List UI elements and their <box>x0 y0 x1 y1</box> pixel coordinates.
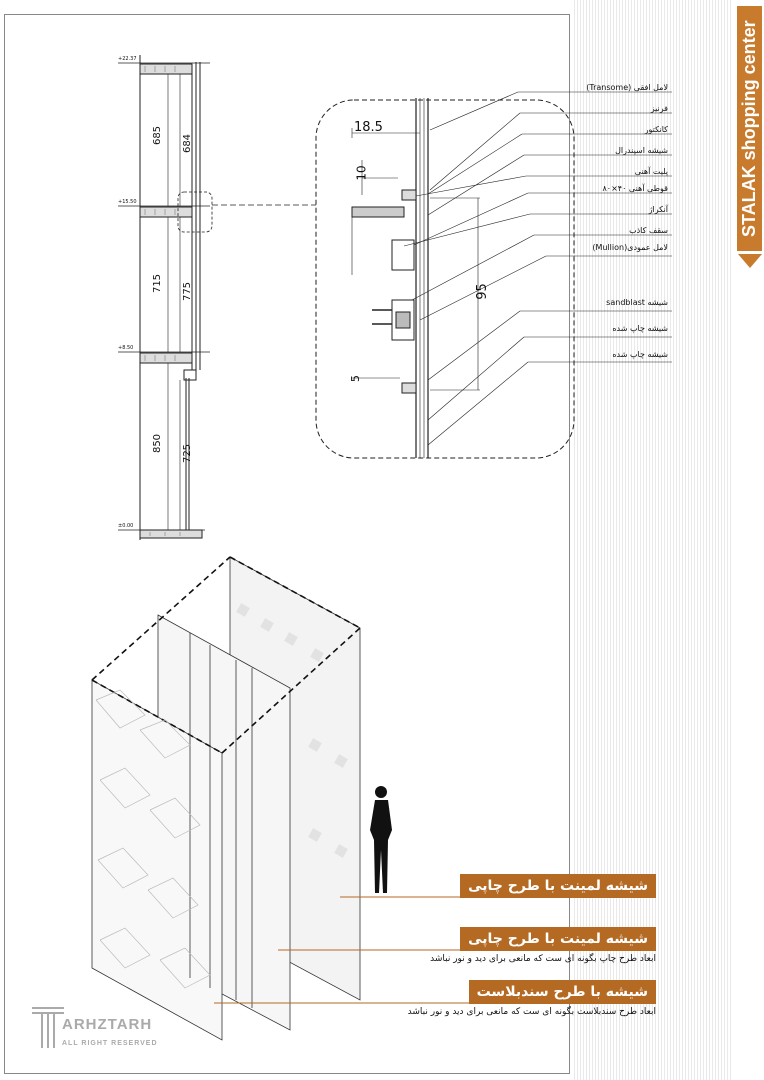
detail-dim-side: 5 <box>349 375 362 382</box>
detail-label: لامل افقی (Transome) <box>586 83 668 92</box>
callout-caption-sandblast: ابعاد طرح سندبلاست بگونه ای ست که مانعی برای دید و نور نباشد <box>407 1007 656 1017</box>
detail-label: قوطی آهنی ۴۰×۸۰ <box>602 184 668 193</box>
detail-label: شیشه sandblast <box>606 298 668 307</box>
detail-label: فرنیز <box>650 104 668 113</box>
callout-caption-printed: ابعاد طرح چاپ بگونه ای ست که مانعی برای دید و نور نباشد <box>430 954 656 964</box>
detail-label: سقف کاذب <box>629 226 668 235</box>
level-label: +15.50 <box>118 199 137 205</box>
detail-label: شیشه اسپندرال <box>615 146 668 155</box>
detail-dim-tall: 95 <box>474 283 490 300</box>
logo-name: ARHZTARH <box>62 1016 153 1033</box>
level-label: +8.50 <box>118 345 134 351</box>
brand-title: STALAK shopping center <box>739 20 759 237</box>
detail-label: شیشه چاپ شده <box>612 324 668 333</box>
detail-label: لامل عمودی(Mullion) <box>592 243 668 252</box>
detail-dim-small: 10 <box>354 165 369 181</box>
detail-dim-top: 18.5 <box>354 120 383 135</box>
callout-banner-printed-1: شیشه لمینت با طرح چاپی <box>460 874 656 898</box>
section-dim: 684 <box>182 133 194 154</box>
level-label: +22.37 <box>118 56 137 62</box>
logo-tagline: ALL RIGHT RESERVED <box>62 1040 158 1047</box>
detail-label: پلیت آهنی <box>634 167 668 176</box>
detail-label: شیشه چاپ شده <box>612 350 668 359</box>
callout-banner-sandblast: شیشه با طرح سندبلاست <box>469 980 656 1004</box>
section-dim: 725 <box>182 443 194 464</box>
isometric-view <box>92 557 656 1040</box>
section-dim: 850 <box>152 433 164 454</box>
detail-label: کانکتور <box>644 125 668 134</box>
section-dim: 715 <box>152 273 164 294</box>
level-label: ±0.00 <box>118 523 134 529</box>
human-figure-icon <box>370 786 392 893</box>
section-dim: 685 <box>152 125 164 146</box>
section-dim: 775 <box>182 281 194 302</box>
callout-banner-printed-2: شیشه لمینت با طرح چاپی <box>460 927 656 951</box>
detail-label: آنکراژ <box>648 205 668 214</box>
facade-section <box>118 55 316 540</box>
